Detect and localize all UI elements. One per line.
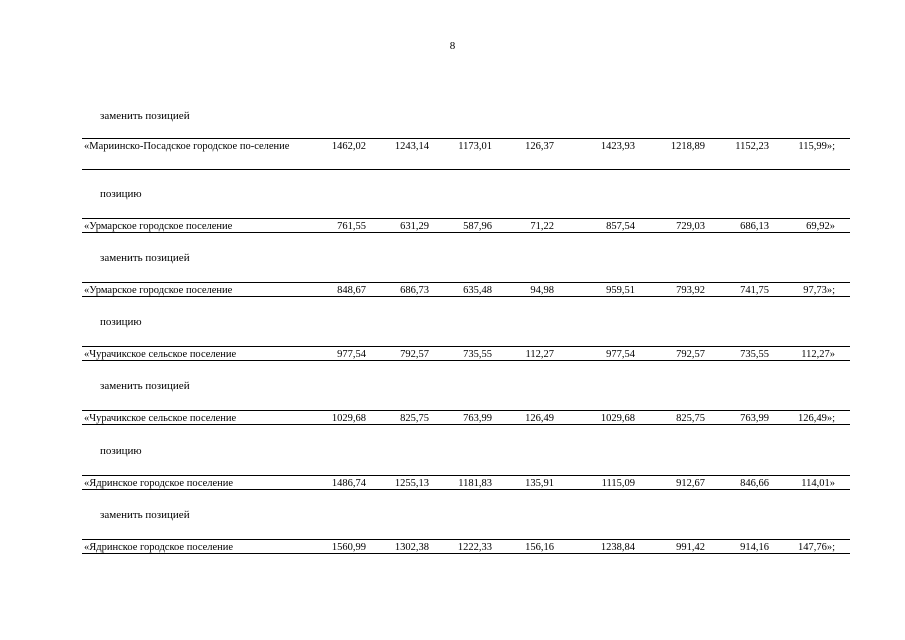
value-cell: 1029,68 [600,413,635,424]
value-cell: 729,03 [676,221,705,232]
value-cell: 1181,83 [458,478,492,489]
value-cell: 1255,13 [394,478,429,489]
value-cell: 156,16 [525,542,554,553]
value-cell: 94,98 [530,285,554,296]
value-cell: 1029,68 [331,413,366,424]
instruction-label: заменить позицией [100,110,190,122]
instruction-label: заменить позицией [100,252,190,264]
value-cell: 846,66 [740,478,769,489]
value-cell: 914,16 [740,542,769,553]
table-row [82,346,850,361]
settlement-name: «Мариинско-Посадское городское по-селение [84,141,290,152]
table-row [82,138,850,170]
settlement-name: «Урмарское городское поселение [84,285,233,296]
table-row [82,410,850,425]
table-row [82,218,850,233]
value-cell: 848,67 [337,285,366,296]
value-cell: 135,91 [525,478,554,489]
value-cell: 1560,99 [331,542,366,553]
value-cell: 1173,01 [458,141,492,152]
value-cell: 71,22 [530,221,554,232]
instruction-label: позицию [100,445,142,457]
value-cell: 761,55 [337,221,366,232]
value-cell: 1152,23 [735,141,769,152]
value-cell: 1302,38 [394,542,429,553]
value-cell: 126,37 [525,141,554,152]
settlement-name: «Чурачикское сельское поселение [84,349,237,360]
settlement-name: «Ядринское городское поселение [84,542,234,553]
value-cell: 686,13 [740,221,769,232]
value-cell: 1222,33 [457,542,492,553]
instruction-label: заменить позицией [100,509,190,521]
instruction-label: позицию [100,316,142,328]
page-number: 8 [449,40,456,52]
table-row [82,539,850,554]
value-cell: 741,75 [740,285,769,296]
value-cell: 69,92» [806,221,835,232]
value-cell: 763,99 [740,413,769,424]
value-cell: 97,73»; [803,285,835,296]
value-cell: 793,92 [676,285,705,296]
settlement-name: «Ядринское городское поселение [84,478,234,489]
value-cell: 792,57 [400,349,429,360]
value-cell: 825,75 [400,413,429,424]
table-row [82,475,850,490]
value-cell: 735,55 [740,349,769,360]
value-cell: 825,75 [676,413,705,424]
value-cell: 635,48 [463,285,492,296]
value-cell: 735,55 [463,349,492,360]
settlement-name: «Урмарское городское поселение [84,221,233,232]
value-cell: 912,67 [676,478,705,489]
value-cell: 587,96 [463,221,492,232]
table-row [82,282,850,297]
value-cell: 977,54 [606,349,635,360]
value-cell: 792,57 [676,349,705,360]
value-cell: 631,29 [400,221,429,232]
value-cell: 112,27» [801,349,835,360]
value-cell: 1243,14 [394,141,429,152]
value-cell: 115,99»; [798,141,835,152]
value-cell: 959,51 [606,285,635,296]
value-cell: 1486,74 [331,478,366,489]
value-cell: 147,76»; [797,542,835,553]
value-cell: 1238,84 [600,542,635,553]
value-cell: 126,49 [525,413,554,424]
value-cell: 991,42 [676,542,705,553]
value-cell: 1115,09 [601,478,635,489]
value-cell: 1423,93 [600,141,635,152]
value-cell: 126,49»; [797,413,835,424]
value-cell: 686,73 [400,285,429,296]
value-cell: 114,01» [801,478,835,489]
value-cell: 112,27 [525,349,554,360]
value-cell: 1462,02 [331,141,366,152]
value-cell: 1218,89 [670,141,705,152]
value-cell: 763,99 [463,413,492,424]
instruction-label: заменить позицией [100,380,190,392]
value-cell: 857,54 [606,221,635,232]
instruction-label: позицию [100,188,142,200]
settlement-name: «Чурачикское сельское поселение [84,413,237,424]
value-cell: 977,54 [337,349,366,360]
